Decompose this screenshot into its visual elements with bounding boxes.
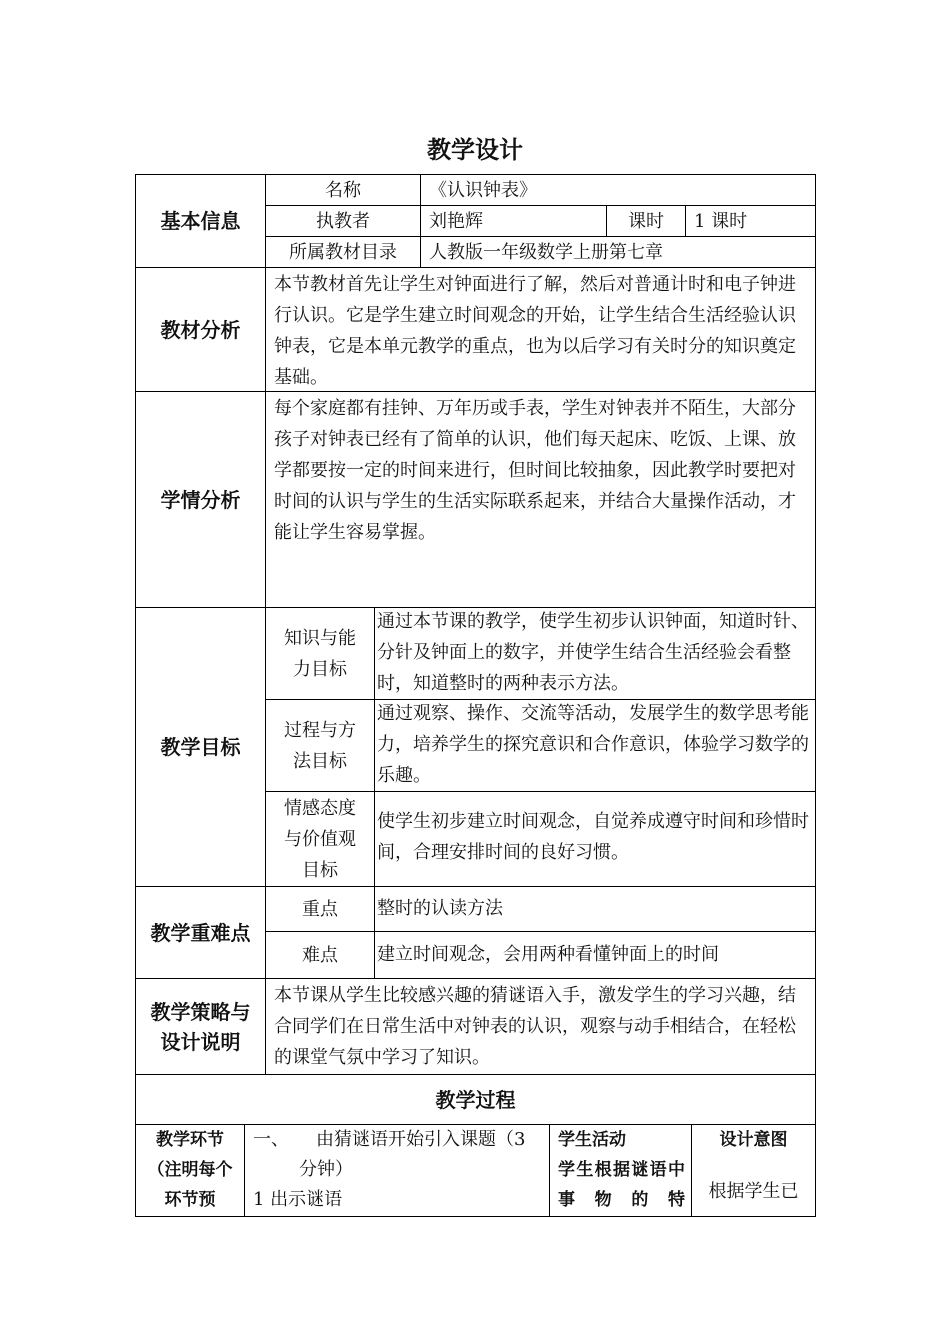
period-label: 课时 <box>628 210 664 232</box>
key-points-header: 教学重难点 <box>150 920 251 945</box>
goals-header: 教学目标 <box>160 735 241 759</box>
emotion-text: 使学生初步建立时间观念，自觉养成遵守时间和珍惜时间，合理安排时间的良好习惯。 <box>377 811 809 863</box>
basic-info-header: 基本信息 <box>160 209 241 233</box>
textbook-analysis-text: 本节教材首先让学生对钟面进行了解，然后对普通计时和电子钟进行认识。它是学生建立时间观念的开始，让学生结合生活经验认识钟表，它是本单元教学的重点，也为以后学习有关时分的知识奠定基础。 <box>274 274 796 388</box>
teacher-label: 执教者 <box>316 210 370 232</box>
process-content-column <box>245 1125 549 1216</box>
student-activity-title: 学生活动 <box>558 1130 626 1150</box>
knowledge-label: 知识与能力目标 <box>284 627 356 680</box>
difficult-label: 难点 <box>302 944 338 966</box>
student-activity-text: 学生根据谜语中事物的特 <box>558 1160 685 1210</box>
student-analysis-text: 每个家庭都有挂钟、万年历或手表，学生对钟表并不陌生，大部分孩子对钟表已经有了简单的认识，他们每天起床、吃饭、上课、放学都要按一定的时间来进行，但时间比较抽象，因此教学时要把对时间的认识与学生的生活实际联系起来，并结合大量操作活动，才能让学生容易掌握。 <box>274 398 796 543</box>
student-activity-column <box>550 1125 691 1216</box>
teacher-value: 刘艳辉 <box>429 211 483 232</box>
design-intent-column <box>692 1125 815 1216</box>
key-text: 整时的认读方法 <box>377 898 503 919</box>
strategy-header: 教学策略与设计说明 <box>150 999 251 1054</box>
emotion-label: 情感态度与价值观目标 <box>284 797 356 881</box>
textbook-analysis-header: 教材分析 <box>160 317 241 342</box>
process-label: 过程与方法目标 <box>284 719 356 772</box>
design-intent-title: 设计意图 <box>719 1130 788 1150</box>
process-content-line: 分钟） <box>299 1159 353 1180</box>
process-content-line: 1 出示谜语 <box>253 1189 343 1210</box>
page-title: 教学设计 <box>427 136 523 164</box>
design-intent-text: 根据学生已 <box>708 1181 799 1202</box>
student-analysis-header: 学情分析 <box>160 487 241 512</box>
strategy-text: 本节课从学生比较感兴趣的猜谜语入手，激发学生的学习兴趣，结合同学们在日常生活中对钟表的认识，观察与动手相结合，在轻松的课堂气氛中学习了知识。 <box>274 985 796 1068</box>
key-label: 重点 <box>302 898 338 920</box>
period-value: 1 课时 <box>694 211 748 232</box>
catalog-label: 所属教材目录 <box>289 241 397 263</box>
knowledge-text: 通过本节课的教学，使学生初步认识钟面，知道时针、分针及钟面上的数字，并使学生结合生活经验会看整时，知道整时的两种表示方法。 <box>377 611 809 694</box>
process-text: 通过观察、操作、交流等活动，发展学生的数学思考能力，培养学生的探究意识和合作意识，体验学习数学的乐趣。 <box>377 703 809 786</box>
name-value: 《认识钟表》 <box>429 180 537 201</box>
name-label: 名称 <box>325 179 361 201</box>
process-stage-column: 教学环节（注明每个环节预 <box>147 1130 233 1210</box>
catalog-value: 人教版一年级数学上册第七章 <box>429 242 663 263</box>
process-section-header: 教学过程 <box>435 1087 516 1112</box>
difficult-text: 建立时间观念，会用两种看懂钟面上的时间 <box>377 944 719 965</box>
process-content-line: 一、 由猜谜语开始引入课题（3 <box>253 1129 526 1150</box>
